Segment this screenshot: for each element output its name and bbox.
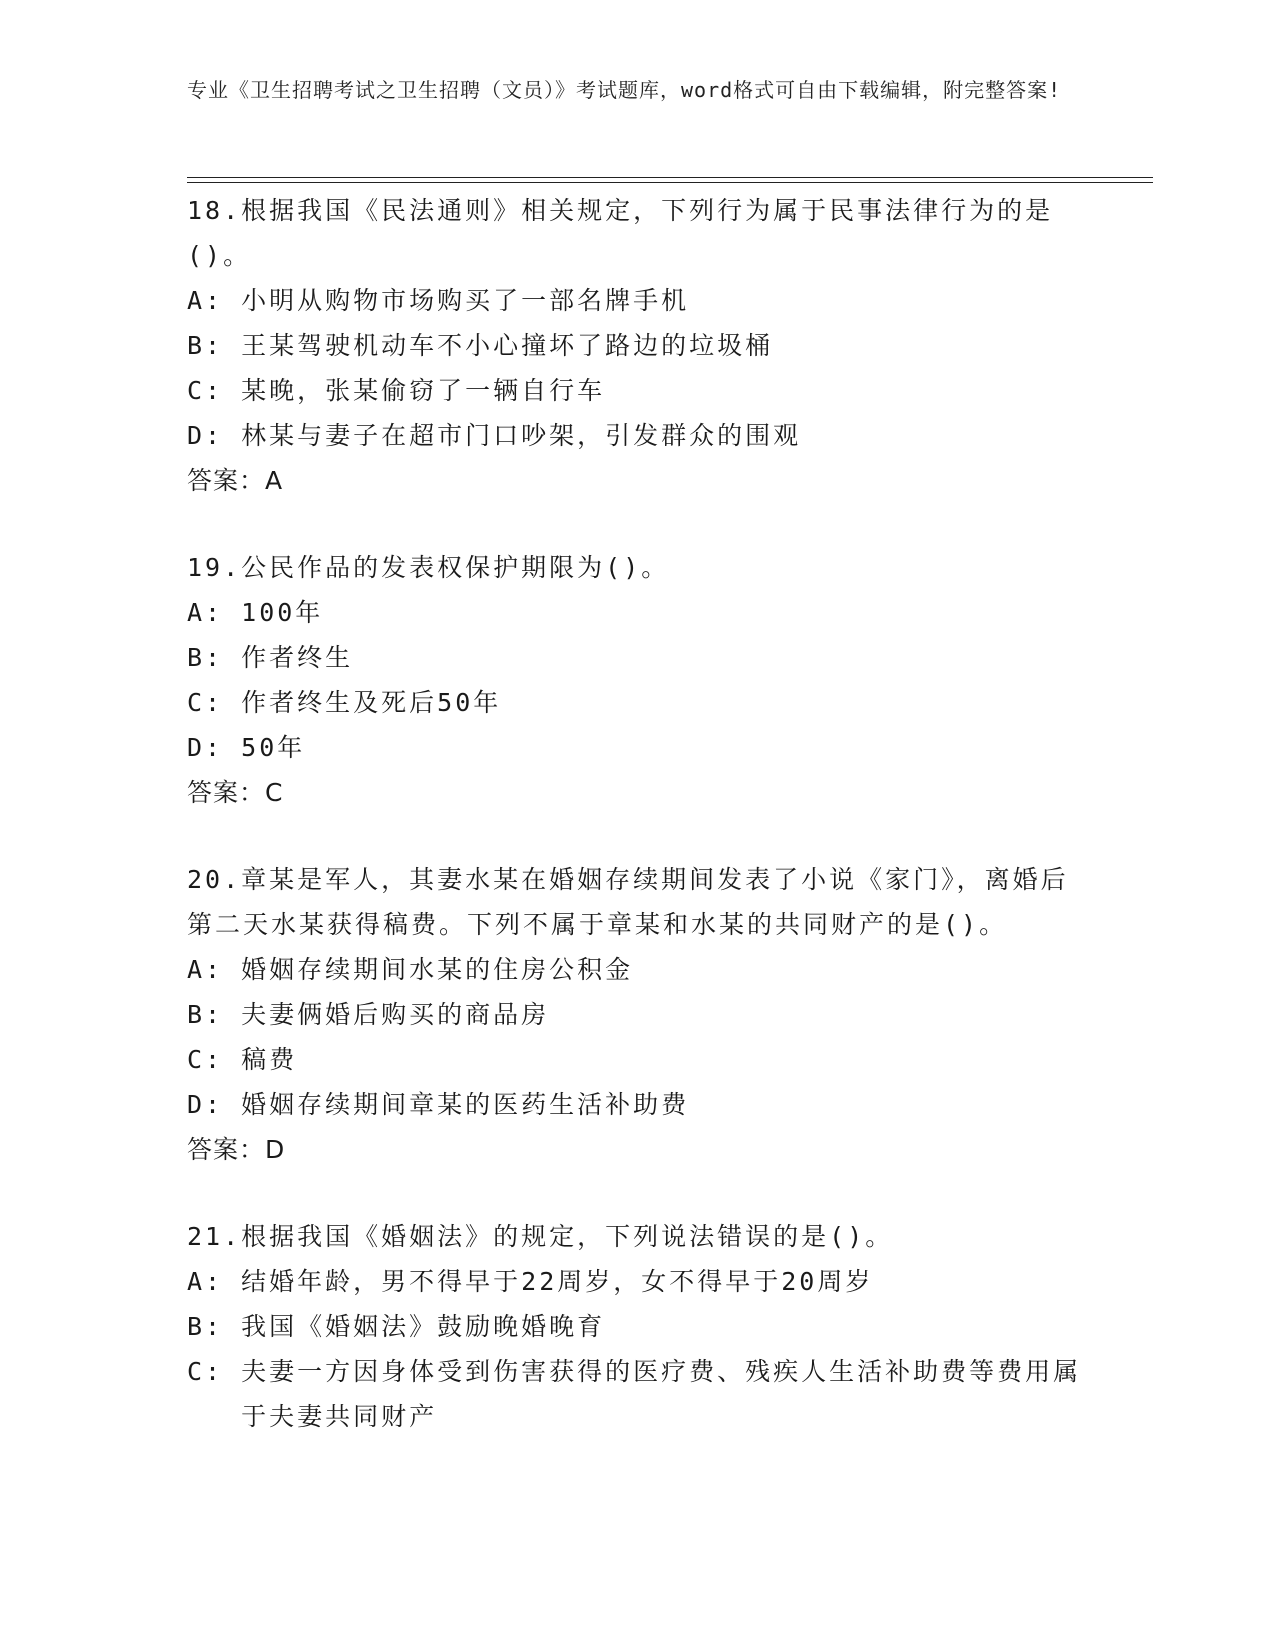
answer-option bbox=[187, 413, 1087, 458]
answer-option bbox=[187, 947, 1087, 992]
answer-option bbox=[187, 680, 1087, 725]
answer-label: 答案： bbox=[187, 1135, 266, 1164]
question-block bbox=[187, 545, 1087, 815]
answer-option bbox=[187, 1304, 1087, 1349]
answer-option bbox=[187, 1082, 1087, 1127]
option-text: 林某与妻子在超市门口吵架，引发群众的围观 bbox=[241, 421, 802, 450]
option-letter: A: bbox=[187, 955, 242, 984]
answer-option bbox=[187, 992, 1087, 1037]
option-text: 作者终生及死后50年 bbox=[241, 688, 502, 717]
answer-option bbox=[187, 1259, 1087, 1304]
answer-line bbox=[187, 458, 1087, 503]
question-text: 18.根据我国《民法通则》相关规定，下列行为属于民事法律行为的是()。 bbox=[187, 196, 1054, 270]
option-text: 100年 bbox=[241, 598, 324, 627]
option-text: 婚姻存续期间章某的医药生活补助费 bbox=[241, 1090, 690, 1119]
option-text: 夫妻一方因身体受到伤害获得的医疗费、残疾人生活补助费等费用属于夫妻共同财产 bbox=[241, 1357, 1082, 1431]
option-letter: B: bbox=[187, 331, 242, 360]
option-text: 作者终生 bbox=[241, 643, 354, 672]
answer-option bbox=[187, 635, 1087, 680]
option-text: 结婚年龄，男不得早于22周岁，女不得早于20周岁 bbox=[241, 1267, 874, 1296]
option-letter: A: bbox=[187, 1267, 242, 1296]
answer-option bbox=[187, 368, 1087, 413]
option-letter: C: bbox=[187, 376, 242, 405]
answer-option bbox=[187, 323, 1087, 368]
question-text: 20.章某是军人，其妻水某在婚姻存续期间发表了小说《家门》，离婚后第二天水某获得稿费。下列不属于章某和水某的共同财产的是()。 bbox=[187, 865, 1069, 939]
question-text: 21.根据我国《婚姻法》的规定，下列说法错误的是()。 bbox=[187, 1222, 894, 1251]
option-text: 某晚，张某偷窃了一辆自行车 bbox=[241, 376, 606, 405]
option-letter: B: bbox=[187, 1312, 242, 1341]
answer-line bbox=[187, 1127, 1087, 1172]
answer-value: C bbox=[265, 778, 284, 807]
answer-line bbox=[187, 770, 1087, 815]
option-text: 婚姻存续期间水某的住房公积金 bbox=[241, 955, 634, 984]
question-block bbox=[187, 1214, 1087, 1439]
answer-label: 答案： bbox=[187, 778, 266, 807]
answer-option bbox=[187, 1349, 1087, 1439]
answer-option bbox=[187, 1037, 1087, 1082]
question-list bbox=[187, 188, 1087, 1481]
option-text: 王某驾驶机动车不小心撞坏了路边的垃圾桶 bbox=[241, 331, 774, 360]
question-block bbox=[187, 857, 1087, 1172]
option-text: 夫妻俩婚后购买的商品房 bbox=[241, 1000, 550, 1029]
option-text: 小明从购物市场购买了一部名牌手机 bbox=[241, 286, 690, 315]
answer-option bbox=[187, 725, 1087, 770]
option-letter: A: bbox=[187, 286, 242, 315]
header-divider-top bbox=[187, 177, 1153, 178]
document-header: 专业《卫生招聘考试之卫生招聘（文员）》考试题库，word格式可自由下载编辑，附完整答案! bbox=[187, 78, 1062, 102]
option-letter: D: bbox=[187, 1090, 242, 1119]
option-letter: D: bbox=[187, 733, 242, 762]
header-divider-bottom bbox=[187, 182, 1153, 183]
option-letter: A: bbox=[187, 598, 242, 627]
option-letter: B: bbox=[187, 643, 242, 672]
answer-option bbox=[187, 590, 1087, 635]
option-letter: B: bbox=[187, 1000, 242, 1029]
option-letter: D: bbox=[187, 421, 242, 450]
answer-label: 答案： bbox=[187, 466, 266, 495]
option-letter: C: bbox=[187, 1357, 242, 1386]
option-text: 我国《婚姻法》鼓励晚婚晚育 bbox=[241, 1312, 606, 1341]
option-text: 稿费 bbox=[241, 1045, 298, 1074]
option-text: 50年 bbox=[241, 733, 306, 762]
question-text: 19.公民作品的发表权保护期限为()。 bbox=[187, 553, 670, 582]
answer-option bbox=[187, 278, 1087, 323]
option-letter: C: bbox=[187, 688, 242, 717]
question-block bbox=[187, 188, 1087, 503]
answer-value: A bbox=[265, 466, 284, 495]
answer-value: D bbox=[265, 1135, 286, 1164]
option-letter: C: bbox=[187, 1045, 242, 1074]
